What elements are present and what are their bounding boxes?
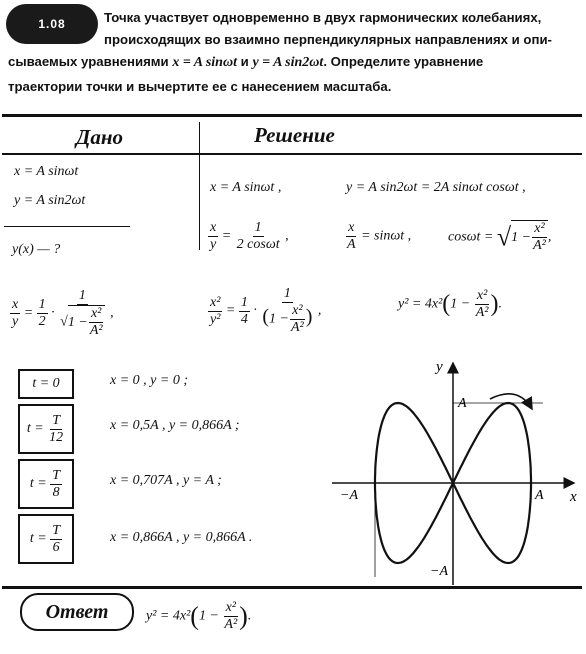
solution-eq-y: y = A sin2ωt = 2A sinωt cosωt , [346,180,526,195]
given-header: Дано [76,125,124,149]
time-box-2: t = $\frac{T}{8}$ [18,459,74,509]
answer-label: Ответ [20,593,134,631]
direction-arrow [490,394,532,409]
solution-ratio-xa: $\frac{x}{A}$ = sinωt , [347,220,412,252]
problem-line-4: траектории точки и вычертите ее с нанесением масштаба. [8,79,392,94]
given-eq-x: x = A sinωt [14,164,79,179]
time-box-1: t = $\frac{T}{12}$ [18,404,74,454]
label-A-top: A [458,396,467,411]
answer-rule [2,586,582,589]
label-minus-A-left: −A [340,488,358,503]
problem-number-badge: 1.08 [6,4,98,44]
problem-line-2: происходящих во взаимно перпендикулярных направлениях и опи- [104,32,552,47]
time-value-3: x = 0,866A , y = 0,866A . [110,530,253,545]
problem-statement [104,7,580,51]
given-find-rule [4,226,130,227]
solution-cos: cosωt = √ 1 − $\frac{\text{x²}}{\text{A²}}$ , [448,221,552,253]
time-value-0: x = 0 , y = 0 ; [110,373,188,388]
solution-eq-x: x = A sinωt , [210,180,282,195]
problem-line-3: сываемых уравнениями x = A sinωt и y = A sin2ωt. Определите уравнение [8,54,484,70]
y-axis-label: y [436,359,443,375]
label-minus-A-bottom: −A [430,564,448,579]
time-value-2: x = 0,707A , y = A ; [110,473,222,488]
column-divider [199,122,200,250]
time-box-0: t = 0 [18,369,74,399]
top-rule [2,114,582,117]
solution-x2y2: $\frac{\text{x²}}{\text{y²}}$ = $\frac{1}{4}$ · 1 (1 − $\frac{\text{x²}}{\text{A²}}$ ) , [210,286,322,335]
label-A-right: A [535,488,544,503]
given-eq-y: y = A sin2ωt [14,193,86,208]
answer-equation: y² = 4x²(1 − $\frac{\text{x²}}{\text{A²}}$ ). [146,600,252,632]
solution-xy-sqrt: $\frac{x}{y}$ = $\frac{1}{2}$ · 1 √ 1 − $\frac{\text{x²}}{\text{A²}}$ , [12,288,114,338]
solution-header: Решение [254,123,335,147]
problem-line-1: Точка участвует одновременно в двух гармонических колебаниях, [104,10,542,25]
x-axis-label: x [570,489,577,505]
solution-trajectory: y² = 4x²(1 − $\frac{\text{x²}}{\text{A²}}$ ). [398,288,502,320]
time-value-1: x = 0,5A , y = 0,866A ; [110,418,240,433]
trajectory-graph [330,355,586,590]
time-box-3: t = $\frac{T}{6}$ [18,514,74,564]
solution-ratio-xy: $\frac{x}{y}$ = $\frac{1}{2 \cos\omega t}$ , [210,220,289,252]
given-find: y(x) — ? [12,242,61,257]
header-rule [2,153,582,155]
